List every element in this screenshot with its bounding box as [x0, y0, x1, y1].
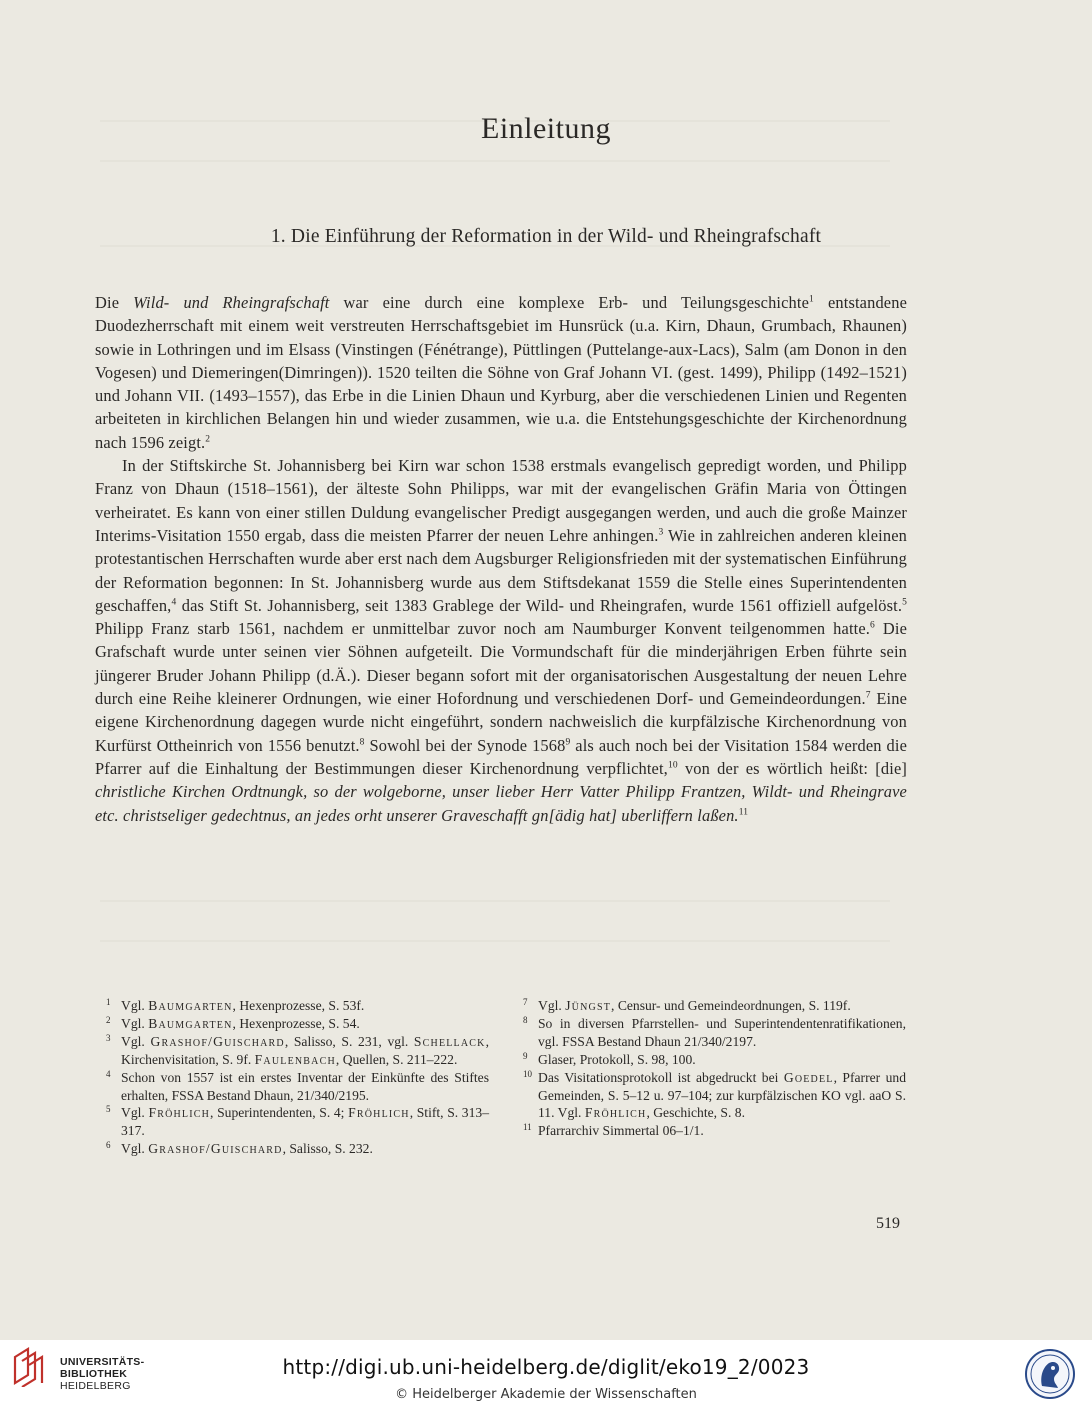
footnote: 3 Vgl. Grashof/Guischard, Salisso, S. 231, vgl. Schellack, Kirchenvisitation, S. 9f. Faulenbach, Quellen, S. 211–222.: [106, 1032, 489, 1067]
page-number: 519: [876, 1215, 900, 1232]
section-heading: 1. Die Einführung der Reformation in der Wild- und Rheingrafschaft: [270, 226, 822, 247]
footnote-ref[interactable]: 3: [658, 527, 664, 538]
footnote: 10 Das Visitationsprotokoll ist abgedruckt bei Goedel, Pfarrer und Gemeinden, S. 5–12 u. 97–104; zur kurpfälzischen KO vgl. aaO S. 11. Vgl. Fröhlich, Geschichte, S. 8.: [523, 1068, 906, 1121]
footnote: 2 Vgl. Baumgarten, Hexenprozesse, S. 54.: [106, 1014, 360, 1031]
footnote: 1 Vgl. Baumgarten, Hexenprozesse, S. 53f.: [106, 997, 365, 1013]
page-title: Einleitung: [481, 112, 611, 145]
footnote-ref[interactable]: 6: [870, 620, 875, 631]
bleed-through: [100, 160, 890, 162]
academy-seal-icon[interactable]: [1024, 1348, 1076, 1400]
footnote-ref[interactable]: 4: [171, 597, 177, 608]
footnotes-right-column: [523, 997, 906, 1140]
permalink-url[interactable]: http://digi.ub.uni-heidelberg.de/diglit/eko19_2/0023: [282, 1355, 810, 1379]
footnote-ref[interactable]: 1: [809, 294, 814, 305]
footnote-ref[interactable]: 10: [667, 760, 678, 771]
bleed-through: [100, 940, 890, 942]
footnote: 5 Vgl. Fröhlich, Superintendenten, S. 4; Fröhlich, Stift, S. 313–317.: [106, 1104, 489, 1139]
footnote-ref[interactable]: 2: [205, 434, 211, 445]
copyright-notice: © Heidelberger Akademie der Wissenschaften: [395, 1387, 697, 1402]
footnote-ref[interactable]: 8: [359, 737, 365, 748]
body-text: [95, 291, 907, 827]
footnote-ref[interactable]: 9: [565, 737, 571, 748]
paragraph: In der Stiftskirche St. Johannisberg bei Kirn war schon 1538 erstmals evangelisch gepredigt worden, und Philipp Franz von Dhaun (1518–1561), der älteste Sohn Philipps, war mit der evangelischen Gräfin Maria von Öttingen verheiratet. Es kann von einer stillen Duldung evangelischer Predigt ausgegangen werden, und auch die große Mainzer Interims-Visitation 1550 ergab, dass die meisten Pfarrer der neuen Lehre anhingen.$^3$ Wie in zahlreichen anderen kleinen protestantischen Herrschaften wurde aber erst nach dem Augsburger Religionsfrieden mit der systematischen Einführung der Reformation begonnen: In St. Johannisberg wurde aus dem Stiftsdekanat 1559 die Stelle eines Superintendenten geschaffen,$^4$ das Stift St. Johannisberg, seit 1383 Grablege der Wild- und Rheingrafen, wurde 1561 offiziell aufgelöst.$^5$ Philipp Franz starb 1561, nachdem er unmittelbar zuvor noch am Naumburger Konvent teilgenommen hatte.$^6$ Die Grafschaft wurde unter seinen vier Söhnen aufgeteilt. Die Vormundschaft für die minderjährigen Erben führte sein jüngerer Bruder Johann Philipp (d.Ä.). Dieser begann sofort mit der organisatorischen Ausgestaltung der neuen Lehre durch eine Reihe kleinerer Ordnungen, wie einer Hofordnung und verschiedenen Dorf- und Gemeindeordungen.$^7$ Eine eigene Kirchenordnung dagegen wurde nicht eingeführt, sondern nachweislich die kurpfälzische Kirchenordnung von Kurfürst Ottheinrich von 1556 benutzt.$^8$ Sowohl bei der Synode 1568$^9$ als auch noch bei der Visitation 1584 werden die Pfarrer auf die Einhaltung der Bestimmungen dieser Kirchenordnung verpflichtet,$^{10}$ von der es wörtlich heißt: [die] christliche Kirchen Ordtnungk, so der wolgeborne, unser lieber Herr Vatter Philipp Frantzen, Wildt- und Rheingrave etc. christseliger gedechtnus, an jedes orht unserer Graveschafft gn[ädig hat] uberliffern laßen.$^{11}$: [95, 456, 908, 825]
footnote: 4 Schon von 1557 ist ein erstes Inventar der Einkünfte des Stiftes erhalten, FSSA Bestand Dhaun, 21/340/2195.: [106, 1068, 489, 1103]
bleed-through: [100, 900, 890, 902]
footnote-ref[interactable]: 7: [865, 690, 871, 701]
footnote: 8 So in diversen Pfarrstellen- und Superintendentenratifikationen, vgl. FSSA Bestand Dhaun 21/340/2197.: [523, 1014, 906, 1049]
footnote: 6 Vgl. Grashof/Guischard, Salisso, S. 232.: [106, 1140, 373, 1157]
paragraph: Die Wild- und Rheingrafschaft war eine durch eine komplexe Erb- und Teilungsgeschichte$^1$ entstandene Duodezherrschaft mit einem weit verstreuten Herrschaftsgebiet im Hunsrück (u.a. Kirn, Dhaun, Grumbach, Rhaunen) sowie in Lothringen und im Elsass (Vinstingen (Fénétrange), Püttlingen (Puttelange-aux-Lacs), Salm (am Donon in den Vogesen) und Diemeringen(Dimringen)). 1520 teilten die Söhne von Graf Johann VI. (gest. 1499), Philipp (1492–1521) und Johann VII. (1493–1557), das Erbe in die Linien Dhaun und Kyrburg, aber die verschiedenen Linien und Regenten arbeiteten in kirchlichen Belangen hin und wieder zusammen, wie u.a. die Entstehungsgeschichte der Kirchenordnung nach 1596 zeigt.$^2$: [95, 293, 907, 452]
ub-heidelberg-logo-text[interactable]: UNIVERSITÄTS- BIBLIOTHEK HEIDELBERG: [60, 1356, 145, 1392]
footnote-ref[interactable]: 5: [902, 597, 907, 608]
footnote: 7 Vgl. Jüngst, Censur- und Gemeindeordnungen, S. 119f.: [523, 997, 851, 1013]
footnote-ref[interactable]: 11: [738, 807, 749, 818]
footnotes-left-column: [106, 997, 489, 1158]
footnote: 9 Glaser, Protokoll, S. 98, 100.: [523, 1050, 696, 1067]
footnote: 11 Pfarrarchiv Simmertal 06–1/1.: [523, 1122, 704, 1139]
